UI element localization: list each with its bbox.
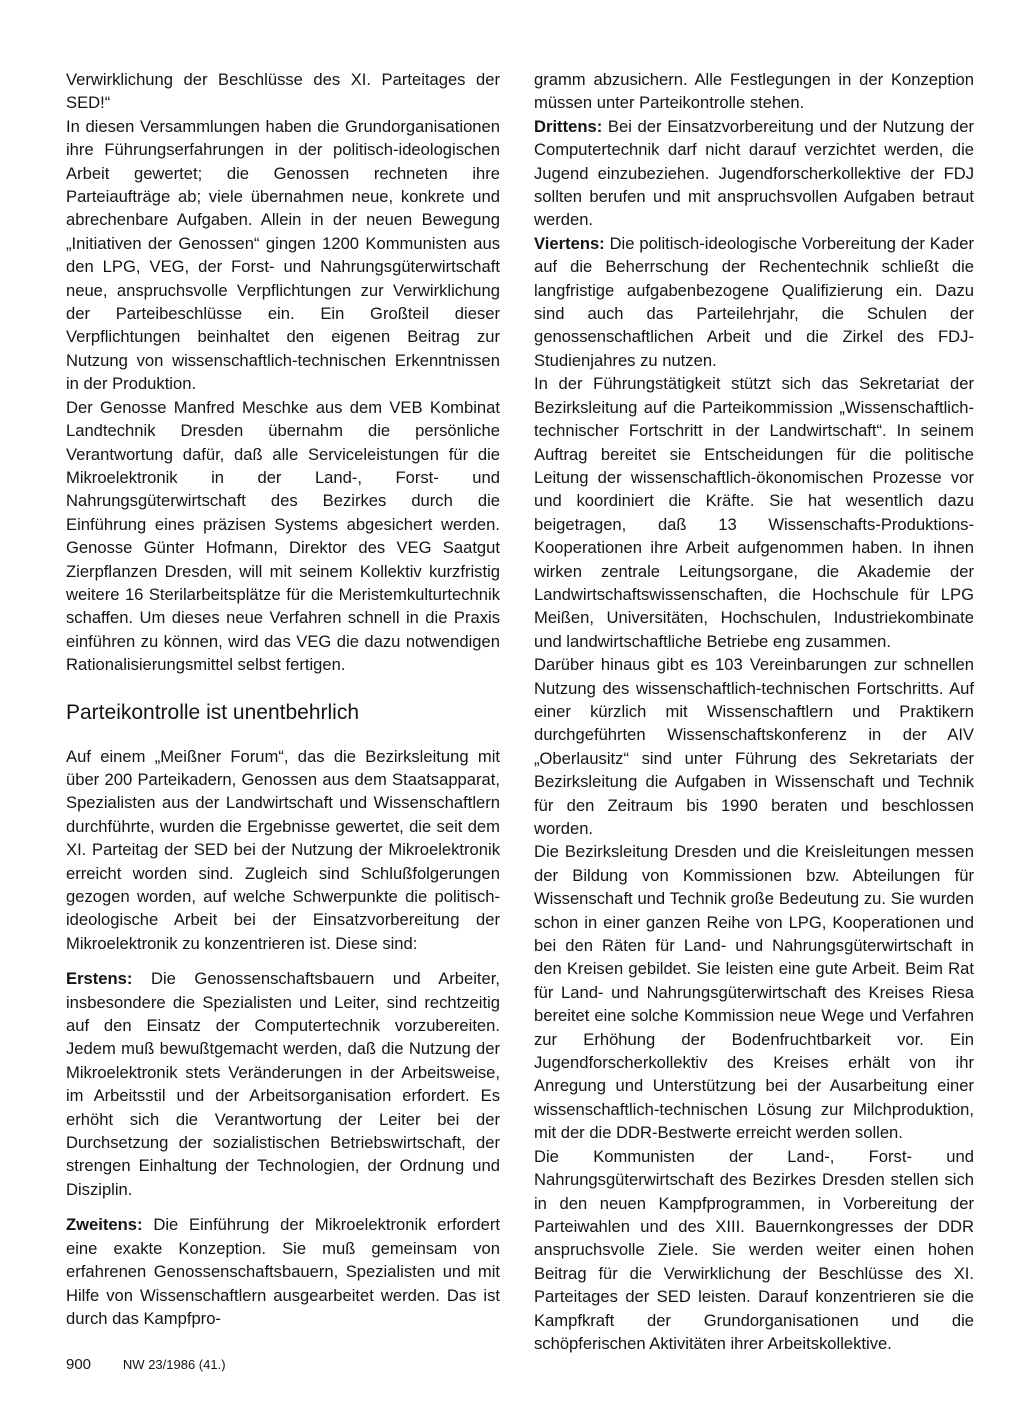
left-column (66, 68, 500, 1330)
point-text: Bei der Einsatzvorbereitung und der Nutzung der Computertechnik darf nicht darauf verzichtet werden, die Jugend einzubeziehen. Jugendforscherkollektive der FDJ sollten berufen und mit anspruchsvollen Aufgaben betraut werden. (534, 116, 974, 230)
body-paragraph: In der Führungstätigkeit stützt sich das Sekretariat der Bezirksleitung auf die Parteikommission „Wissenschaftlich-technischer Fortschritt in der Landwirtschaft“. In seinem Auftrag bereitet sie Entscheidungen für die politische Leitung der wissenschaftlich-ökonomischen Prozesse vor und koordiniert die Kräfte. Sie hat wesentlich dazu beigetragen, daß 13 Wissenschafts-Produktions-Kooperationen ihre Arbeit aufgenommen haben. In ihnen wirken zentrale Leitungsorgane, die Akademie der Landwirtschaftswissenschaften, die Hochschule für LPG Meißen, Universitäten, Hochschulen, Industriekombinate und landwirtschaftliche Betriebe eng zusammen. (534, 374, 974, 651)
point-text: Die Einführung der Mikroelektronik erfordert eine exakte Konzeption. Sie muß gemeinsam von erfahrenen Genossenschaftsbauern, Spezialisten und mit Hilfe von Wissenschaftlern ausgearbeitet werden. Das ist durch das Kampfpro- (66, 1215, 500, 1328)
body-paragraph: Der Genosse Manfred Meschke aus dem VEB Kombinat Landtechnik Dresden übernahm die persönliche Verantwortung dafür, daß alle Serviceleistungen für die Mikroelektronik in der Land-, Forst- und Nahrungsgüterwirtschaft des Bezirkes durch die Einführung eines präzisen Systems abgesichert werden. Genosse Günter Hofmann, Direktor des VEG Saatgut Zierpflanzen Dresden, will mit seinem Kollektiv kurzfristig weitere 16 Sterilarbeitsplätze für die Meristemkulturtechnik schaffen. Um dieses neue Verfahren schnell in die Praxis einführen zu können, wird das VEG die dazu notwendigen Rationalisierungsmittel selbst fertigen. (66, 397, 500, 675)
point-drittens (534, 115, 974, 232)
body-paragraph: Auf einem „Meißner Forum“, das die Bezirksleitung mit über 200 Parteikadern, Genossen aus dem Staatsapparat, Spezialisten aus der Landwirtschaft und Wissenschaftlern durchführte, wurden die Ergebnisse gewertet, die seit dem XI. Parteitag der SED bei der Nutzung der Mikroelektronik erreicht worden sind. Zugleich sind Schlußfolgerungen gezogen worden, auf welche Schwerpunkte die politisch-ideologische Arbeit bei der Einsatzvorbereitung der Mikroelektronik zu konzentrieren ist. Diese sind: (66, 746, 500, 953)
point-text: Die politisch-ideologische Vorbereitung der Kader auf die Beherrschung der Rechentechnik schließt die langfristige aufgabenbezogene Qualifizierung ein. Dazu sind auch das Parteilehrjahr, die Schulen der genossenschaftlichen Arbeit und die Zirkel des FDJ-Studienjahres zu nutzen. (534, 233, 974, 370)
body-paragraph: Die Kommunisten der Land-, Forst- und Nahrungsgüterwirtschaft des Bezirkes Dresden stellen sich in den neuen Kampfprogrammen, in Vorbereitung der Parteiwahlen und des XIII. Bauernkongresses der DDR anspruchsvolle Ziele. Sie werden weiter einen hohen Beitrag für die Verwirklichung der Beschlüsse des XI. Parteitages der SED leisten. Darauf konzentrieren sie die Kampfkraft der Grundorganisationen und die schöpferischen Aktivitäten ihrer Arbeitskollektive. (534, 1146, 974, 1353)
issue-reference: NW 23/1986 (41.) (122, 1357, 226, 1372)
page-footer (66, 1356, 226, 1373)
point-label: Erstens: (66, 969, 133, 989)
point-erstens (66, 967, 500, 1201)
body-paragraph: gramm abzusichern. Alle Festlegungen in der Konzeption müssen unter Parteikontrolle stehen. (534, 70, 974, 113)
body-paragraph: In diesen Versammlungen haben die Grundorganisationen ihre Führungserfahrungen in der politisch-ideologischen Arbeit gewertet; die Genossen rechneten ihre Parteiaufträge ab; viele übernahmen neue, konkrete und abrechenbare Aufgaben. Allein in der neuen Bewegung „Initiativen der Genossen“ gingen 1200 Kommunisten aus den LPG, VEG, der Forst- und Nahrungsgüterwirtschaft neue, anspruchsvolle Verpflichtungen zur Verwirklichung der Parteibeschlüsse ein. Ein Großteil dieser Verpflichtungen beinhaltet den eigenen Beitrag zur Nutzung von wissenschaftlich-technischen Erkenntnissen in der Produktion. (66, 116, 500, 394)
point-viertens (534, 232, 974, 372)
body-paragraph: Verwirklichung der Beschlüsse des XI. Parteitages der SED!“ (66, 70, 500, 113)
right-column (534, 68, 974, 1355)
body-paragraph: Darüber hinaus gibt es 103 Vereinbarungen zur schnellen Nutzung des wissenschaftlich-technischen Fortschritts. Auf einer kürzlich mit Wissenschaftlern und Praktikern durchgeführten Wissenschaftskonferenz in der AIV „Oberlausitz“ sind unter Führung des Sekretariats der Bezirksleitung die Aufgaben in Wissenschaft und Technik für den Zeitraum bis 1990 beraten und beschlossen worden. (534, 655, 974, 838)
body-paragraph: Die Bezirksleitung Dresden und die Kreisleitungen messen der Bildung von Kommissionen bzw. Abteilungen für Wissenschaft und Technik große Bedeutung zu. Sie wurden schon in einer ganzen Reihe von LPG, Kooperationen und bei den Räten für Land- und Nahrungsgüterwirtschaft in den Kreisen gebildet. Sie leisten eine gute Arbeit. Beim Rat für Land- und Nahrungsgüterwirtschaft des Kreises Riesa bereitet eine solche Kommission neue Wege und Verfahren zur Erhöhung der Bodenfruchtbarkeit vor. Ein Jugendforscherkollektiv des Kreises erhält von ihr Anregung und Unterstützung bei der Ausarbeitung einer wissenschaftlich-technischen Lösung zur Milchproduktion, mit der die DDR-Bestwerte erreicht werden sollen. (534, 842, 974, 1143)
section-heading: Parteikontrolle ist unentbehrlich (66, 700, 359, 724)
page-number: 900 (66, 1356, 92, 1373)
point-label: Zweitens: (66, 1215, 143, 1235)
point-label: Drittens: (534, 116, 603, 136)
point-text: Die Genossenschaftsbauern und Arbeiter, insbesondere die Spezialisten und Leiter, sind rechtzeitig auf den Einsatz der Computertechnik vorzubereiten. Jedem muß bewußtgemacht werden, daß die Nutzung der Mikroelektronik stets Veränderungen in der Arbeitsweise, im Arbeitsstil und der Arbeitsorganisation erfordert. Es erhöht sich die Verantwortung der Leiter bei der Durchsetzung der sozialistischen Betriebswirtschaft, der strengen Einhaltung der Technologien, der Ordnung und Disziplin. (66, 969, 500, 1199)
point-zweitens (66, 1213, 500, 1330)
point-label: Viertens: (534, 233, 605, 253)
